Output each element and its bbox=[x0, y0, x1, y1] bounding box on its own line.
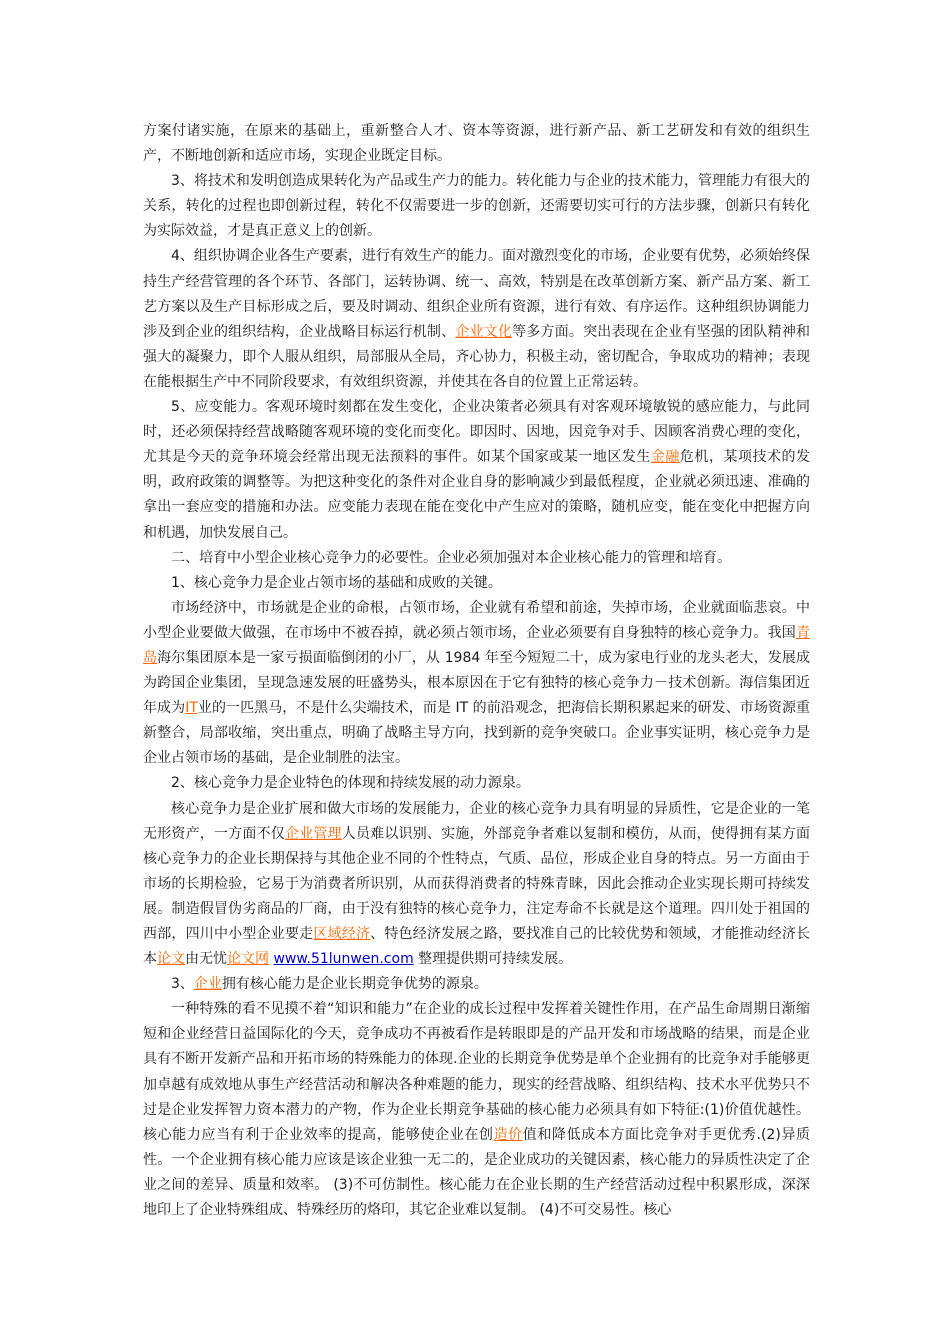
inline-link[interactable]: 企业 bbox=[193, 976, 222, 993]
paragraph-text: 整理提供期可持续发展。 bbox=[413, 951, 573, 968]
paragraph-coordination-ability bbox=[143, 244, 810, 395]
paragraph-text: 、特色经济发展之路，要找准自己的比较优势和领域，才能推动经济长 本 bbox=[143, 926, 811, 968]
subheading-3 bbox=[143, 972, 810, 997]
inline-link[interactable]: www.51lunwen.com bbox=[273, 951, 414, 968]
paragraph-text: 值和降低成本方面比竞争对手更优秀.(2)异质性。一个企业拥有核心能力应该是该企业独一无二的，是企业成功的关键因素，核心能力的异质性决定了企业之间的差异、质量和效率。 (3)不可仿制性。核心能力在企业长期的生产经营活动过程中积累形成，深深地印上了企业特殊组成、特殊经历的烙印，其它企业难以复制。 (4)不可交易性。核心 bbox=[143, 1126, 811, 1219]
paragraph-text: 核心竞争力是企业扩展和做大市场的发展能力，企业的核心竞争力具有明显的异质性，它是企业的一笔无形资产，一方面不仅 bbox=[143, 800, 810, 842]
inline-link[interactable]: 企业管理 bbox=[284, 825, 342, 842]
paragraph-text: 方案付诸实施，在原来的基础上，重新整合人才、资本等资源，进行新产品、新工艺研发和有效的组织生产，不断地创新和适应市场，实现企业既定目标。 bbox=[143, 123, 810, 165]
paragraph-knowledge-ability bbox=[143, 997, 810, 1223]
paragraph-text: 5、应变能力。客观环境时刻都在发生变化，企业决策者必须具有对客观环境敏锐的感应能力，与此同时，还必须保持经营战略随客观环境的变化而变化。即因时、因地，因竞争对手、因顾客消费心理的变化，尤其是今天的竞争环境会经常出现无法预料的事件。如某个国家或某一地区发生 bbox=[143, 399, 810, 466]
paragraph-text: 人员难以识别、实施，外部竞争者难以复制和模仿，从而，使得拥有某方面核心竞争力的企业长期保持与其他企业不同的个性特点，气质、品位，形成企业自身的特点。另一方面由于市场的长期检验，它易于为消费者所识别，从而获得消费者的特殊青睐，因此会推动企业实现长期可持续发展。制造假冒伪劣商品的厂商，由于没有独特的核心竞争力，注定寿命不长就是这个道理。四川处于祖国的西部，四川中小型企业要走 bbox=[143, 825, 811, 942]
paragraph-text: 海尔集团原本是一家亏损面临倒闭的小厂，从 1984 年至今短短二十，成为家电行业的龙头老大，发展成为跨国企业集团，呈现急速发展的旺盛势头，根本原因在于它有独特的核心竞争力－技术创新。海信集团近年成为 bbox=[143, 649, 811, 717]
inline-link[interactable]: 企业文化 bbox=[455, 323, 513, 340]
paragraph-text: 3、 bbox=[171, 976, 194, 993]
paragraph-text: 危机，某项技术的发明，政府政策的调整等。为把这种变化的条件对企业自身的影响减少到最低程度，企业就必须迅速、准确的拿出一套应变的措施和办法。应变能力表现在能在变化中产生应对的策略，随机应变，能在变化中把握方向和机遇，加快发展自己。 bbox=[143, 449, 811, 541]
paragraph-text: 一种特殊的看不见摸不着“知识和能力”在企业的成长过程中发挥着关键性作用，在产品生命周期日渐缩短和企业经营日益国际化的今天，竞争成功不再被看作是转眼即是的产品开发和市场战略的结果，而是企业具有不断开发新产品和开拓市场的特殊能力的体现.企业的长期竞争优势是单个企业拥有的比竞争对手能够更加卓越有成效地从事生产经营活动和解决各种难题的能力，现实的经营战略、组织结构、技术水平优势只不过是企业发挥智力资本潜力的产物，作为企业长期竞争基础的核心能力必须具有如下特征:(1)价值优越性。核心能力应当有利于企业效率的提高，能够使企业在创 bbox=[143, 1001, 810, 1143]
subheading-1 bbox=[143, 571, 810, 596]
inline-link[interactable]: 论文网 bbox=[227, 951, 269, 968]
paragraph-text: 3、将技术和发明创造成果转化为产品或生产力的能力。转化能力与企业的技术能力，管理能力有很大的关系，转化的过程也即创新过程，转化不仅需要进一步的创新，还需要切实可行的方法步骤，创新只有转化为实际效益，才是真正意义上的创新。 bbox=[143, 173, 810, 240]
paragraph-text: 业的一匹黑马，不是什么尖端技术，而是 IT 的前沿观念，把海信长期积累起来的研发、市场资源重新整合，局部收缩，突出重点，明确了战略主导方向，找到新的竞争突破口。企业事实证明，核心竞争力是企业占领市场的基础，是企业制胜的法宝。 bbox=[143, 700, 810, 767]
paragraph-text: 由无忧 bbox=[185, 951, 227, 968]
paragraph-continuation bbox=[143, 119, 810, 169]
paragraph-text: 等多方面。突出表现在企业有坚强的团队精神和强大的凝聚力，即个人服从组织，局部服从全局，齐心协力，积极主动，密切配合，争取成功的精神；表现在能根据生产中不同阶段要求，有效组织资源，并使其在各自的位置上正常运转。 bbox=[143, 323, 811, 390]
paragraph-core-competence bbox=[143, 797, 810, 973]
paragraph-text: 4、组织协调企业各生产要素，进行有效生产的能力。面对激烈变化的市场，企业要有优势，必须始终保持生产经营管理的各个环节、各部门，运转协调、统一、高效，特别是在改革创新方案、新产品方案、新工艺方案以及生产目标形成之后，要及时调动、组织企业所有资源，进行有效、有序运作。这种组织协调能力涉及到企业的组织结构，企业战略目标运行机制、 bbox=[143, 248, 810, 340]
paragraph-text: 1、核心竞争力是企业占领市场的基础和成败的关键。 bbox=[171, 574, 502, 591]
section-heading-2 bbox=[143, 546, 810, 571]
inline-link[interactable]: 青岛 bbox=[143, 624, 810, 666]
inline-link[interactable]: 区域经济 bbox=[313, 926, 371, 942]
subheading-2 bbox=[143, 771, 810, 796]
inline-link[interactable]: 论文 bbox=[157, 951, 185, 968]
inline-link[interactable]: 金融 bbox=[650, 449, 680, 466]
paragraph-text: 拥有核心能力是企业长期竞争优势的源泉。 bbox=[221, 976, 488, 993]
paragraph-transform-ability bbox=[143, 169, 810, 244]
inline-link[interactable]: 造价 bbox=[493, 1126, 523, 1143]
paragraph-market-economy bbox=[143, 596, 810, 772]
paragraph-text: 二、培育中小型企业核心竞争力的必要性。企业必须加强对本企业核心能力的管理和培育。 bbox=[171, 549, 731, 566]
inline-link[interactable]: IT bbox=[185, 700, 198, 717]
paragraph-text: 2、核心竞争力是企业特色的体现和持续发展的动力源泉。 bbox=[171, 775, 530, 792]
paragraph-text: 市场经济中，市场就是企业的命根，占领市场，企业就有希望和前途，失掉市场，企业就面临悲哀。中小型企业要做大做强，在市场中不被吞掉，就必须占领市场，企业必须要有自身独特的核心竞争力。我国 bbox=[143, 599, 810, 641]
document-body bbox=[143, 119, 810, 1223]
paragraph-adaptability bbox=[143, 395, 810, 546]
